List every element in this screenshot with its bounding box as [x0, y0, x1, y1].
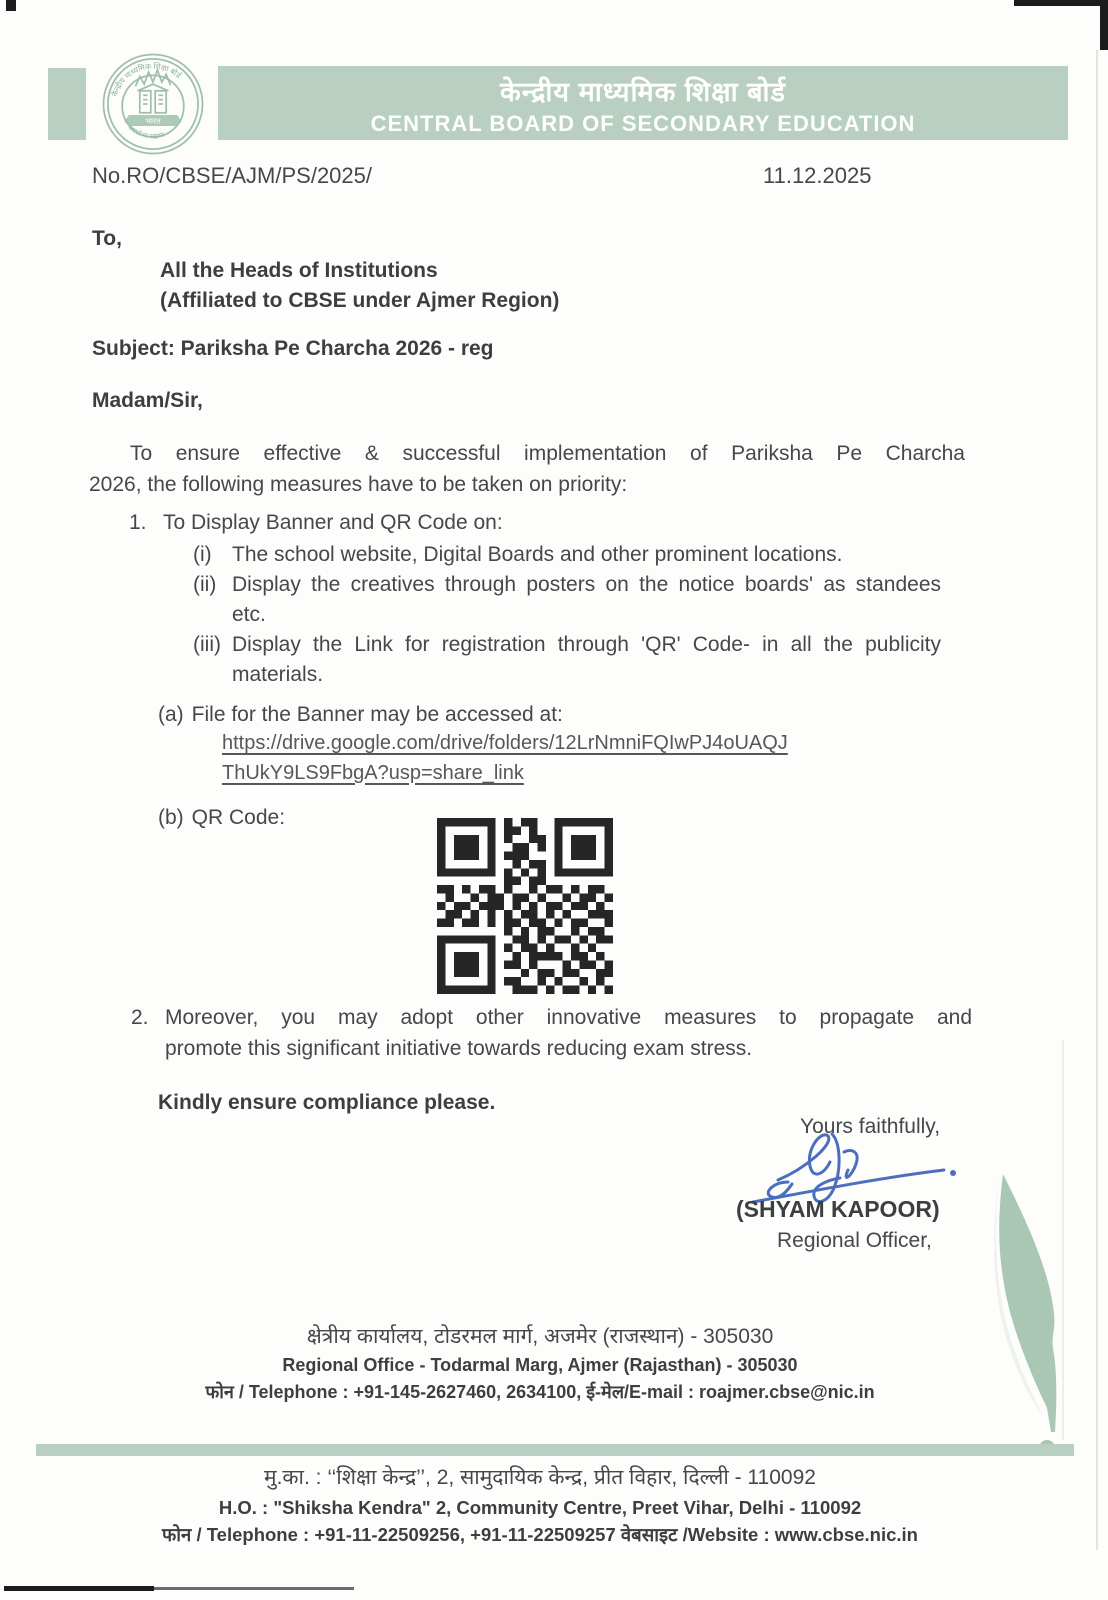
- scan-line-right: [1096, 50, 1098, 1550]
- header-band: [218, 66, 1068, 140]
- letter-date: 11.12.2025: [763, 163, 872, 188]
- sub-item-ii-text-2: etc.: [232, 603, 266, 626]
- svg-text:असतो मा सद्गमय: [126, 124, 165, 140]
- item-b-marker: (b): [158, 806, 184, 829]
- numbered-item-1: [129, 508, 972, 538]
- org-name-english: CENTRAL BOARD OF SECONDARY EDUCATION: [370, 111, 916, 136]
- sub-item-iii-text-1: Display the Link for registration through 'QR' Code- in all the publicity: [232, 633, 941, 656]
- scan-artifact-bottom-left-2: [154, 1587, 354, 1590]
- item-2-number: 2.: [131, 1006, 149, 1029]
- regional-office-phone: फोन / Telephone : +91-145-2627460, 2634100, ई-मेल/E-mail : roajmer.cbse@nic.in: [205, 1382, 875, 1402]
- to-label: To,: [92, 227, 122, 250]
- sub-item-ii-marker: (ii): [193, 573, 217, 596]
- head-office-phone: फोन / Telephone : +91-11-22509256, +91-11-22509257 वेबसाइट /Website : www.cbse.nic.in: [162, 1524, 918, 1545]
- recipient-name: All the Heads of Institutions: [160, 259, 438, 282]
- logo-country-text: भारत: [145, 116, 161, 126]
- sub-item-iii-marker: (iii): [193, 633, 221, 656]
- numbered-item-2: [131, 1002, 972, 1064]
- scan-artifact-top-left: [6, 0, 16, 11]
- item-a-text: File for the Banner may be accessed at:: [191, 703, 563, 726]
- sub-item-iii-text-2: materials.: [232, 663, 324, 686]
- closing-text: Yours faithfully,: [800, 1115, 941, 1138]
- item-2-text-1: Moreover, you may adopt other innovative measures to propagate and: [165, 1006, 972, 1029]
- regional-office-address-hindi: क्षेत्रीय कार्यालय, टोडरमल मार्ग, अजमेर (राजस्थान) - 305030: [306, 1325, 774, 1348]
- signatory-title: Regional Officer,: [777, 1229, 932, 1252]
- sub-item-i-marker: (i): [193, 543, 212, 566]
- scan-artifact-top-right: [1014, 0, 1108, 6]
- sub-item-iii: [193, 630, 941, 690]
- drive-link-line-1[interactable]: https://drive.google.com/drive/folders/12LrNmniFQIwPJ4oUAQJ: [222, 732, 788, 754]
- head-office-address-english: H.O. : "Shiksha Kendra" 2, Community Centre, Preet Vihar, Delhi - 110092: [218, 1497, 862, 1518]
- signatory-name: (SHYAM KAPOOR): [736, 1196, 940, 1222]
- intro-paragraph: [89, 438, 965, 500]
- scan-artifact-right-edge: [1100, 0, 1108, 50]
- logo-motto-text: असतो मा सद्गमय: [126, 124, 166, 141]
- sub-item-ii-text-1: Display the creatives through posters on the notice boards' as standees: [232, 573, 941, 596]
- subject-line: Subject: Pariksha Pe Charcha 2026 - reg: [92, 337, 494, 360]
- sub-item-ii: [193, 570, 941, 630]
- salutation: Madam/Sir,: [92, 389, 203, 412]
- drive-link-line-2[interactable]: ThUkY9LS9FbgA?usp=share_link: [222, 761, 524, 784]
- intro-line-2: 2026, the following measures have to be taken on priority:: [89, 473, 628, 496]
- org-name-hindi: केन्द्रीय माध्यमिक शिक्षा बोर्ड: [500, 77, 786, 107]
- regional-office-address-english: Regional Office - Todarmal Marg, Ajmer (Rajasthan) - 305030: [282, 1355, 798, 1375]
- qr-code: [437, 818, 613, 994]
- header-left-block: [48, 68, 86, 140]
- leaf-watermark: [985, 1170, 1077, 1466]
- item-a-marker: (a): [158, 703, 184, 726]
- footer-divider: [36, 1444, 1074, 1456]
- item-b-text: QR Code:: [191, 806, 286, 829]
- item-a: [158, 700, 563, 730]
- head-office-address-hindi: मु.का. : ‘‘शिक्षा केन्द्र’’, 2, सामुदायिक केन्द्र, प्रीत विहार, दिल्ली - 110092: [264, 1466, 816, 1489]
- head-office-footer: [0, 1462, 1080, 1548]
- logo-ring-text: केन्द्रीय माध्यमिक शिक्षा बोर्ड: [110, 61, 183, 98]
- sub-item-i-text: The school website, Digital Boards and other prominent locations.: [232, 543, 843, 566]
- ref-number: No.RO/CBSE/AJM/PS/2025/: [92, 163, 372, 188]
- recipient-region: (Affiliated to CBSE under Ajmer Region): [160, 289, 560, 312]
- item-1-number: 1.: [129, 511, 147, 534]
- item-b: [158, 803, 285, 833]
- regional-office-footer: [0, 1322, 1080, 1405]
- drive-link: [222, 729, 788, 788]
- sub-item-i: [193, 540, 941, 570]
- compliance-note: Kindly ensure compliance please.: [158, 1091, 496, 1114]
- scan-artifact-bottom-left: [4, 1586, 154, 1591]
- item-1-text: To Display Banner and QR Code on:: [163, 511, 503, 534]
- sub-item-list: [193, 540, 941, 690]
- cbse-logo-icon: [98, 48, 208, 160]
- item-2-text-2: promote this significant initiative towards reducing exam stress.: [165, 1037, 753, 1060]
- recipient-block: [160, 256, 559, 316]
- intro-line-1: To ensure effective & successful implementation of Pariksha Pe Charcha: [130, 442, 965, 465]
